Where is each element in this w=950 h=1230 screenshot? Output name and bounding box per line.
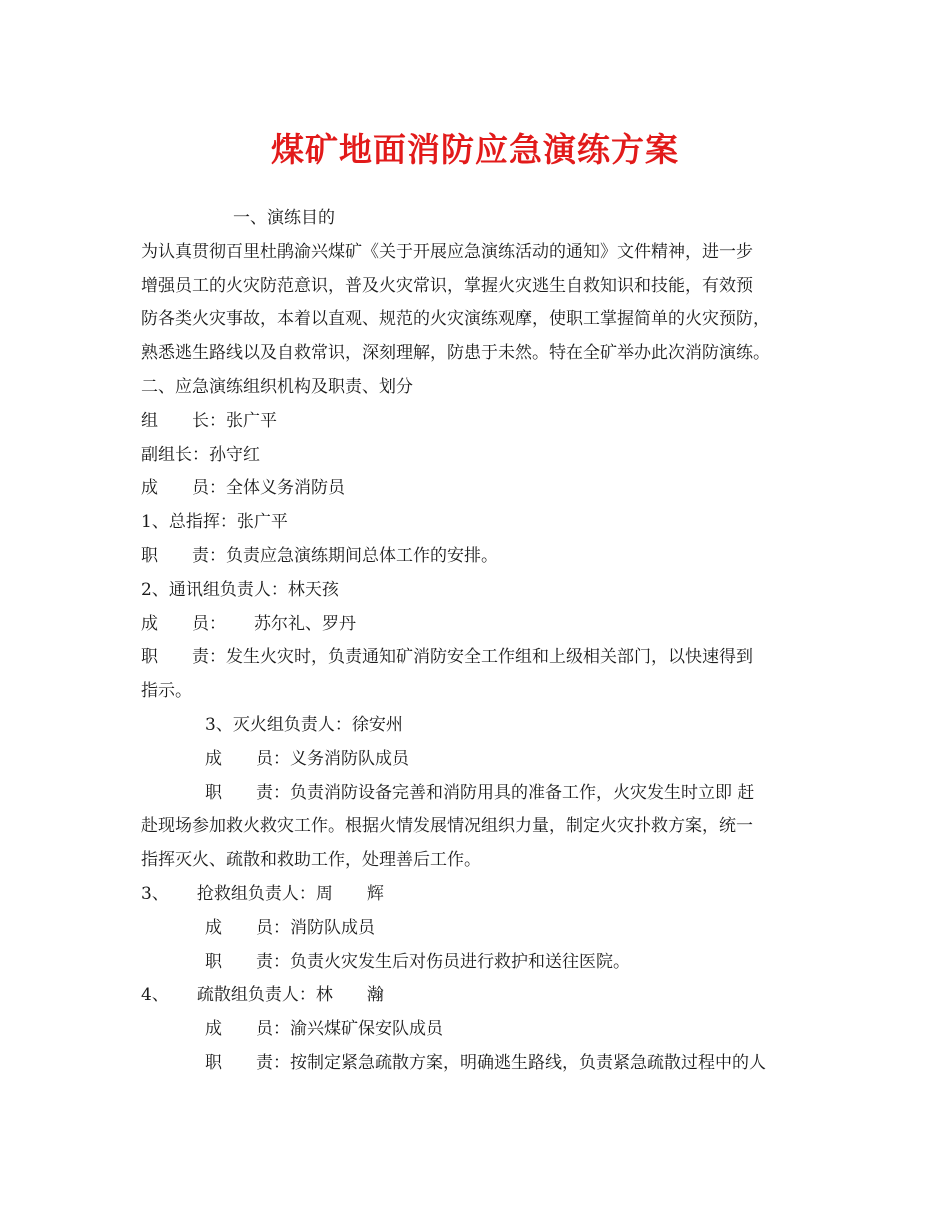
commander-heading: 1、总指挥：张广平 [141, 512, 288, 533]
evacuation-group-members [141, 1013, 821, 1047]
members-label-b: 员：渝兴煤矿保安队成员 [256, 1019, 443, 1040]
communication-group-members [141, 608, 821, 642]
members-label-a: 成 [205, 1019, 222, 1040]
rescue-group-duty [141, 946, 821, 980]
communication-group-duty [141, 641, 821, 675]
heading-name: 瀚 [366, 985, 384, 1006]
firefighting-group-members [141, 743, 821, 777]
evacuation-group-heading [141, 979, 821, 1013]
paragraph-line: 为认真贯彻百里杜鹃渝兴煤矿《关于开展应急演练活动的通知》文件精神，进一步 [141, 241, 753, 262]
item-number: 3、 [141, 883, 169, 904]
deputy-leader-line: 副组长：孙守红 [141, 444, 260, 465]
paragraph-line: 指示。 [141, 681, 192, 702]
rescue-group-heading [141, 878, 821, 912]
members-label-a: 成 [205, 748, 222, 769]
duty-label-a: 职 [205, 1052, 222, 1073]
members-label-b: 员：消防队成员 [256, 917, 375, 938]
members-label-b: 员： [192, 613, 226, 634]
document-body [141, 202, 821, 1081]
firefighting-group-heading: 3、灭火组负责人：徐安州 [205, 714, 403, 735]
duty-text: 责：负责火灾发生后对伤员进行救护和送往医院。 [256, 951, 630, 972]
firefighting-group-duty [141, 777, 821, 811]
paragraph-line: 指挥灭火、疏散和救助工作，处理善后工作。 [141, 850, 481, 871]
paragraph-line: 熟悉逃生路线以及自救常识，深刻理解，防患于未然。特在全矿举办此次消防演练。 [141, 343, 770, 364]
paragraph-line: 赴现场参加救火救灾工作。根据火情发展情况组织力量，制定火灾扑救方案，统一 [141, 816, 753, 837]
section-heading-organization: 二、应急演练组织机构及职责、划分 [141, 376, 413, 397]
commander-duty [141, 540, 821, 574]
section-heading-purpose: 一、演练目的 [233, 208, 335, 228]
duty-label-a: 职 [205, 782, 222, 803]
members-label-a: 成 [141, 478, 158, 499]
evacuation-group-duty [141, 1047, 821, 1081]
document-title: 煤矿地面消防应急演练方案 [271, 130, 679, 169]
duty-label-a: 职 [205, 951, 222, 972]
rescue-group-members [141, 912, 821, 946]
item-number: 4、 [141, 985, 169, 1006]
duty-label-a: 职 [141, 647, 158, 668]
heading-text: 疏散组负责人：林 [196, 985, 333, 1006]
members-label-b: 员：全体义务消防员 [192, 478, 345, 499]
leader-line [141, 405, 821, 439]
paragraph-line: 增强员工的火灾防范意识，普及火灾常识，掌握火灾逃生自救知识和技能，有效预 [141, 275, 753, 296]
duty-text: 责：发生火灾时，负责通知矿消防安全工作组和上级相关部门，以快速得到 [192, 647, 753, 668]
heading-text: 抢救组负责人：周 [196, 883, 333, 904]
members-label-a: 成 [205, 917, 222, 938]
members-label-a: 成 [141, 613, 158, 634]
duty-text: 责：负责消防设备完善和消防用具的准备工作，火灾发生时立即 赶 [256, 782, 755, 803]
duty-text: 责：按制定紧急疏散方案，明确逃生路线，负责紧急疏散过程中的人 [256, 1052, 766, 1073]
paragraph-line: 防各类火灾事故，本着以直观、规范的火灾演练观摩，使职工掌握简单的火灾预防， [141, 309, 770, 330]
members-line [141, 472, 821, 506]
members-names: 苏尔礼、罗丹 [254, 613, 356, 634]
leader-label-b: 长：张广平 [192, 410, 277, 431]
duty-text: 责：负责应急演练期间总体工作的安排。 [192, 545, 498, 566]
duty-label-a: 职 [141, 545, 158, 566]
heading-name: 辉 [366, 883, 384, 904]
members-label-b: 员：义务消防队成员 [256, 748, 409, 769]
leader-label-a: 组 [141, 410, 158, 431]
communication-group-heading: 2、通讯组负责人：林天孩 [141, 579, 339, 600]
